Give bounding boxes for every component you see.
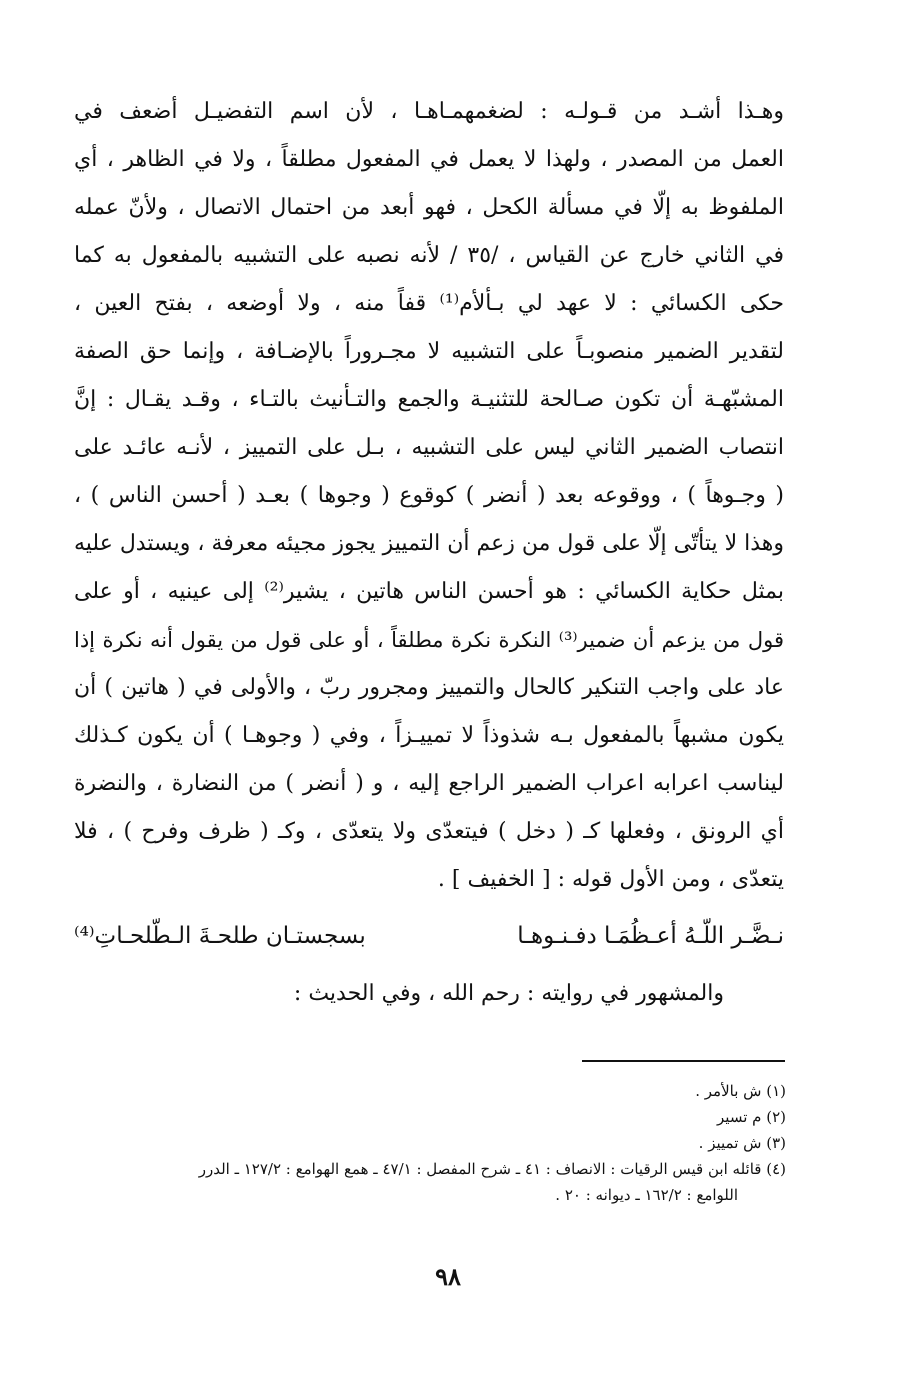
footnote: (٣) ش تمييز . — [698, 1134, 786, 1152]
page-number: ٩٨ — [435, 1262, 461, 1291]
text-line: عاد على واجب التنكير كالحال والتمييز ومجرور ربّ ، والأولى في ( هاتين ) أن — [74, 675, 784, 700]
text-line: المشبّهـة أن تكون صـالحة للتثنيـة والجمع والتـأنيث بالتـاء ، وقـد يقـال : إنَّ — [74, 387, 784, 412]
footnotes — [74, 1078, 786, 1208]
text-line: يكون مشبهاً بالمفعول بـه شذوذاً لا تمييـزاً ، وفي ( وجوهـا ) أن يكون كـذلك — [74, 723, 784, 748]
footnote: (١) ش بالأمر . — [695, 1082, 786, 1100]
footnote: (٢) م تسير — [717, 1108, 786, 1126]
text-line: لتقدير الضمير منصوبـاً على التشبيه لا مجـروراً بالإضـافة ، وإنما حق الصفة — [74, 339, 784, 364]
text-line: أي الرونق ، وفعلها كـ ( دخل ) فيتعدّى ولا يتعدّى ، وكـ ( ظرف وفرح ) ، فلا — [74, 819, 784, 844]
text-line: العمل من المصدر ، ولهذا لا يعمل في المفعول مطلقاً ، ولا في الظاهر ، أي — [74, 147, 784, 172]
text-line: في الثاني خارج عن القياس ، /٣٥ / لأنه نصبه على التشبيه بالمفعول به كما — [74, 243, 784, 268]
text-line: بمثل حكاية الكسائي : هو أحسن الناس هاتين ، يشير⁽²⁾ إلى عينيه ، أو على — [74, 579, 784, 604]
verse-second-hemistich: بسجستـان طلحـةَ الـطّلحـاتِ⁽⁴⁾ — [74, 923, 366, 949]
main-text — [74, 88, 784, 904]
footnote-continuation: اللوامع : ١٦٢/٢ ـ ديوانه : ٢٠ . — [555, 1186, 738, 1204]
verse-first-hemistich: نـضَّـر اللّـهُ أعـظُمَـا دفـنـوهـا — [517, 923, 784, 949]
footnote-divider — [582, 1060, 785, 1062]
text-line: ليناسب اعرابه اعراب الضمير الراجع إليه ، و ( أنضر ) من النضارة ، والنضرة — [74, 771, 784, 796]
after-verse-line: والمشهور في روايته : رحم الله ، وفي الحديث : — [293, 981, 724, 1006]
text-line: انتصاب الضمير الثاني ليس على التشبيه ، بـل على التمييز ، لأنـه عائـد على — [74, 435, 784, 460]
text-line: وهـذا أشـد من قـولـه : لضغمهمـاهـا ، لأن اسم التفضيـل أضعف في — [74, 99, 784, 124]
text-line: وهذا لا يتأتّى إلّا على قول من زعم أن التمييز يجوز مجيئه معرفة ، ويستدل عليه — [74, 531, 784, 556]
text-line: حكى الكسائي : لا عهد لي بـألأم⁽¹⁾ قفاً منه ، ولا أوضعه ، بفتح العين ، — [74, 291, 784, 316]
text-line: يتعدّى ، ومن الأول قوله : [ الخفيف ] . — [437, 867, 784, 892]
text-line: الملفوظ به إلّا في مسألة الكحل ، فهو أبعد من احتمال الاتصال ، ولأنّ عمله — [74, 195, 784, 220]
poetry-verse — [74, 910, 784, 962]
footnote: (٤) قائله ابن قيس الرقيات : الانصاف : ٤١ ـ شرح المفصل : ٤٧/١ ـ همع الهوامع : ١٢٧/٢ ـ الدرر — [198, 1160, 786, 1178]
text-line: قول من يزعم أن ضمير⁽³⁾ النكرة نكرة مطلقاً ، أو على قول من يقول أنه نكرة إذا — [74, 628, 784, 652]
text-line: ( وجـوهاً ) ، ووقوعه بعد ( أنضر ) كوقوع ( وجوها ) بعـد ( أحسن الناس ) ، — [74, 483, 784, 508]
